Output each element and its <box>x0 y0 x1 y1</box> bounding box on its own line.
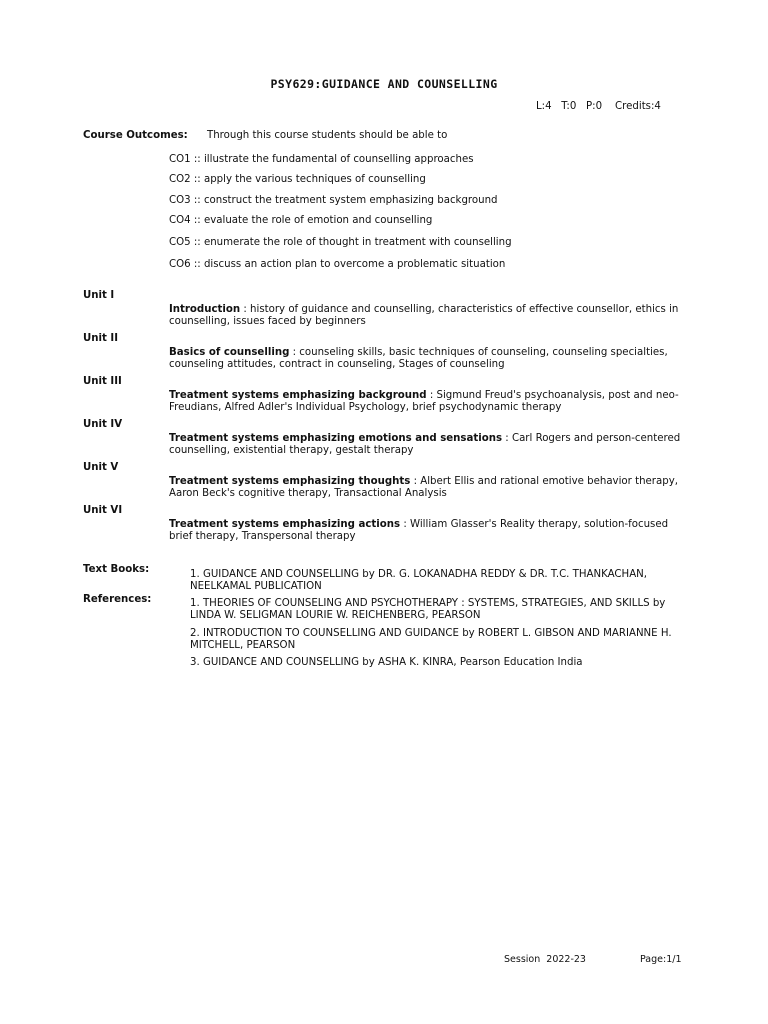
outcome-item: CO1 :: illustrate the fundamental of counselling approaches <box>169 154 474 165</box>
unit-text: : William Glasser's Reality therapy, solution-focused brief therapy, Transpersonal therapy <box>169 519 669 542</box>
outcome-item: CO6 :: discuss an action plan to overcome a problematic situation <box>169 259 506 270</box>
unit-heading: Treatment systems emphasizing thoughts <box>169 476 411 487</box>
unit-heading: Treatment systems emphasizing actions <box>169 519 401 530</box>
unit-body <box>169 304 691 328</box>
unit-body <box>169 433 691 457</box>
page-title: PSY629:GUIDANCE AND COUNSELLING <box>270 77 498 91</box>
references-label: References: <box>83 594 152 605</box>
unit-label: Unit VI <box>83 505 123 516</box>
unit-heading: Introduction <box>169 304 241 315</box>
unit-text: : Albert Ellis and rational emotive behavior therapy, Aaron Beck's cognitive therapy, Transactional Analysis <box>169 476 678 499</box>
unit-label: Unit IV <box>83 419 123 430</box>
course-outcomes-intro: Through this course students should be able to <box>207 130 448 141</box>
unit-label: Unit II <box>83 333 119 344</box>
text-book-item: 1. GUIDANCE AND COUNSELLING by DR. G. LOKANADHA REDDY & DR. T.C. THANKACHAN, NEELKAMAL PUBLICATION <box>190 569 648 592</box>
unit-label: Unit III <box>83 376 122 387</box>
outcome-item: CO5 :: enumerate the role of thought in treatment with counselling <box>169 237 512 248</box>
unit-heading: Treatment systems emphasizing background <box>169 390 427 401</box>
session-label: Session 2022-23 <box>504 954 586 965</box>
unit-heading: Treatment systems emphasizing emotions and sensations <box>169 433 503 444</box>
unit-text: : Sigmund Freud's psychoanalysis, post and neo-Freudians, Alfred Adler's Individual Psychology, brief psychodynamic therapy <box>169 390 679 413</box>
unit-text: : Carl Rogers and person-centered counselling, existential therapy, gestalt therapy <box>169 433 681 456</box>
text-books-label: Text Books: <box>83 564 150 575</box>
unit-heading: Basics of counselling <box>169 347 290 358</box>
credits-line: L:4 T:0 P:0 Credits:4 <box>536 101 661 112</box>
unit-body <box>169 519 691 543</box>
reference-item: 1. THEORIES OF COUNSELING AND PSYCHOTHERAPY : SYSTEMS, STRATEGIES, AND SKILLS by LINDA W. SELIGMAN LOURIE W. REICHENBERG, PEARSON <box>190 598 666 621</box>
unit-body <box>169 347 691 371</box>
unit-body <box>169 390 691 414</box>
outcome-item: CO3 :: construct the treatment system emphasizing background <box>169 195 498 206</box>
unit-body <box>169 476 691 500</box>
unit-label: Unit I <box>83 290 115 301</box>
outcome-item: CO4 :: evaluate the role of emotion and counselling <box>169 215 433 226</box>
reference-item: 3. GUIDANCE AND COUNSELLING by ASHA K. KINRA, Pearson Education India <box>190 657 583 668</box>
outcome-item: CO2 :: apply the various techniques of counselling <box>169 174 426 185</box>
unit-text: : counseling skills, basic techniques of counseling, counseling specialties, counseling attitudes, contract in counseling, Stages of counseling <box>169 347 668 370</box>
reference-item: 2. INTRODUCTION TO COUNSELLING AND GUIDANCE by ROBERT L. GIBSON AND MARIANNE H. MITCHELL, PEARSON <box>190 628 672 651</box>
course-outcomes-label: Course Outcomes: <box>83 130 188 141</box>
page-number: Page:1/1 <box>640 954 682 965</box>
unit-label: Unit V <box>83 462 119 473</box>
unit-text: : history of guidance and counselling, characteristics of effective counsellor, ethics in counselling, issues faced by beginners <box>169 304 679 327</box>
